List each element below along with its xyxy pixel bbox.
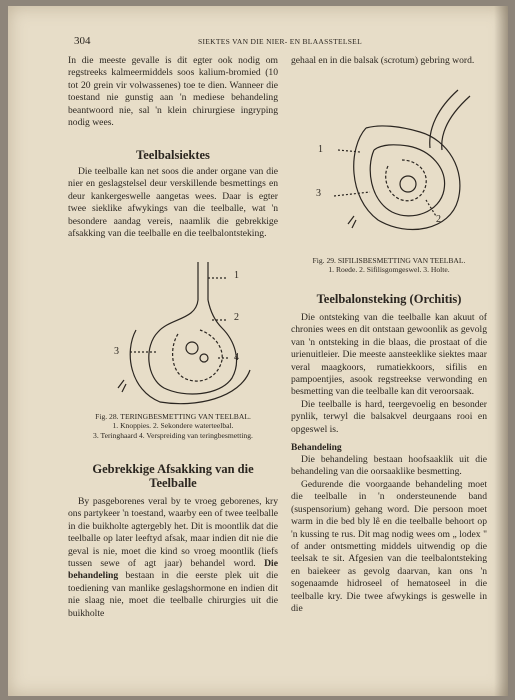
heading-behandeling: Behandeling [291,443,342,454]
figure-28-caption [68,412,278,440]
figure-28-illustration [100,260,270,408]
fig28-label-1: 1 [234,270,239,281]
heading-teelbalsiektes: Teelbalsiektes [136,148,210,162]
fig28-caption-line2: 3. Teringhaard 4. Verspreiding van teringbesmetting. [93,430,253,440]
gebrekkige-paragraph [68,496,278,620]
behandeling-inline-bold: Die behandeling [68,558,278,582]
gebrekkige-tail: bestaan in die eerste plek uit die toediening van manlike geslagshormone en indien dit nie slaag nie, moet die teelballe chirurgies uit die buikholte [68,570,278,619]
figure-28 [100,260,270,408]
page-number: 304 [74,35,91,47]
section-orchitis [291,292,487,615]
heading-orchitis: Teelbalonsteking (Orchitis) [316,292,462,306]
intro-paragraph: In die meeste gevalle is dit egter ook nodig om regstreeks kalmeermiddels soos kalium-bromied (10 tot 20 grein vir volwassenes) toe te dien. Wanneer die toestand nie gunstig aan 'n mediese behandeling beantwoord nie, sal 'n klein chirurgiese ingryping nodig wees. [68,55,278,129]
fig29-label-1: 1 [318,144,323,155]
figure-29-caption [291,256,487,275]
book-page [8,6,508,696]
section-gebrekkige-afsakking [68,462,278,620]
fig29-caption-line1: 1. Roede. 2. Sifilisgomgeswel. 3. Holte. [328,265,450,275]
fig29-caption-title: Fig. 29. SIFILISBESMETTING VAN TEELBAL. [312,256,466,265]
behandeling-paragraph-1: Die behandeling bestaan hoofsaaklik uit die behandeling van die oorsaaklike besmetting. [291,454,487,478]
fig28-caption-title: Fig. 28. TERINGBESMETTING VAN TEELBAL. [95,412,251,421]
fig28-label-4: 4 [234,352,239,363]
teelbalsiektes-paragraph: Die teelballe kan net soos die ander organe van die nier en geslagstelsel deur verskillende besmettings en deur kankergeswelle aangetas wees. Daar is egter twee sieklike afwykings van die teelballe, wat 'n besondere aandag vereis, naamlik die gebrekkige afsakking van die teelballe en die teelbalontsteking. [68,166,278,240]
right-column-top [291,55,487,67]
figure-29-illustration [308,88,478,248]
fig28-caption-line1: 1. Knoppies. 2. Sekondere waterteelbal. [112,421,234,431]
section-teelbalsiektes [68,148,278,240]
ontsteking-paragraph: Die ontsteking van die teelballe kan akuut of chronies wees en dit ontstaan gewoonlik as gevolg van 'n ontsteking in die blaas, die prostaat of die urienuitleier. Die meeste aansteeklike siektes maar veral maagkoors, rumatiekkoors, sifilis en pampoentjies, asook regstreekse verwonding en besmetting van die teelballe kan dit veroorsaak. [291,312,487,398]
behandeling-paragraph-2: Gedurende die voorgaande behandeling moet die teelballe in 'n ondersteunende band (suspensorium) gehang word. Die persoon moet warm in die bed bly lê en die teelballe behoort op 'n kussing te rus. Dit mag nodig wees om „ lodex " of ander ontsmetting middels uitwendig op die teelsak te sit. Afgesien van die teelbalontsteking en baiekeer as gevolg daarvan, kan ons 'n sogenaamde hidroseel of hematoseel in die teelballe kry. Die twee afwykings is geswelle in die [291,478,487,614]
fig29-label-2: 2 [436,214,441,225]
page-spine-shadow [494,6,508,696]
left-column-top [68,55,278,129]
hard-paragraph: Die teelballe is hard, teergevoelig en besonder pynlik, terwyl die balsakvel deurgaans rooi en opgeswel is. [291,398,487,435]
fig28-label-2: 2 [234,312,239,323]
gebrekkige-text: By pasgeborenes veral by te vroeg geborenes, kry ons partykeer 'n toestand, waarby een of twee teelballe in die buikholte agtergebly het. Dit is moontlik dat die teelballe op later leeftyd afsak, maar indien dit nie die geval is nie, moet die kind so vroeg moontlik (liefs tussen sewe of agt jaar) behandel word. [68,496,278,570]
fig28-label-3: 3 [114,346,119,357]
figure-29 [308,88,478,248]
fig29-label-3: 3 [316,188,321,199]
running-title: SIEKTES VAN DIE NIER- EN BLAASSTELSEL [198,37,362,46]
heading-gebrekkige-afsakking: Gebrekkige Afsakking van die Teelballe [92,462,254,490]
page-header [74,35,478,49]
continuation-paragraph: gehaal en in die balsak (scrotum) gebring word. [291,55,475,66]
